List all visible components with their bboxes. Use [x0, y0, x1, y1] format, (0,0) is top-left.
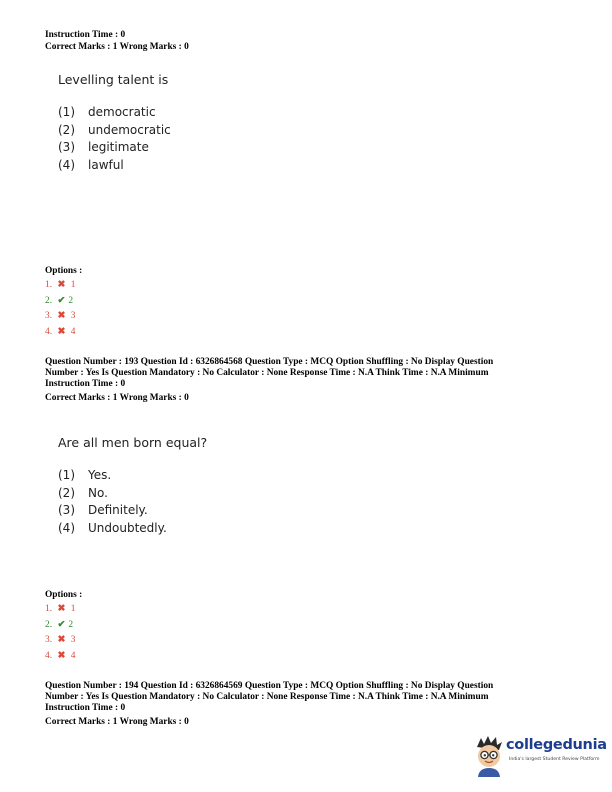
check-icon: ✔ — [57, 619, 66, 630]
cross-icon: ✖ — [57, 280, 66, 290]
instruction-time: Instruction Time : 0 — [45, 703, 126, 713]
option-correct: 2. ✔ 2 — [45, 294, 75, 310]
option-wrong: 3. ✖ 3 — [45, 309, 75, 325]
choice-item: (4) lawful — [58, 157, 124, 172]
question-meta: Number : Yes Is Question Mandatory : No Calculator : None Response Time : N.A Think Time : N.A Minimum — [45, 692, 489, 702]
choice-item: (3) Definitely. — [58, 503, 148, 517]
choice-item: (1) democratic — [58, 105, 156, 119]
option-wrong: 1. ✖ 1 — [45, 278, 75, 294]
option-wrong: 4. ✖ 4 — [45, 649, 75, 665]
logo-tagline: India's largest Student Review Platform — [509, 757, 600, 762]
choice-item: (2) undemocratic — [58, 122, 171, 137]
check-icon: ✔ — [57, 295, 66, 306]
options-label: Options : — [45, 266, 83, 276]
collegedunia-logo — [472, 733, 607, 777]
choice-item: (1) Yes. — [58, 468, 112, 482]
cross-icon: ✖ — [57, 650, 66, 661]
option-wrong: 4. ✖ 4 — [45, 325, 75, 341]
cross-icon: ✖ — [57, 635, 66, 646]
choice-item: (3) legitimate — [58, 140, 149, 154]
marks-info: Correct Marks : 1 Wrong Marks : 0 — [45, 717, 189, 727]
question-text: Are all men born equal? — [58, 435, 208, 450]
choice-item: (4) Undoubtedly. — [58, 520, 167, 535]
question-text: Levelling talent is — [58, 72, 169, 87]
cross-icon: ✖ — [57, 604, 66, 614]
logo-name: collegedunia — [506, 737, 607, 753]
options-list — [45, 278, 75, 340]
question-meta: Question Number : 193 Question Id : 6326864568 Question Type : MCQ Option Shuffling : No Display Question — [45, 357, 494, 367]
question-body — [58, 435, 207, 537]
marks-info: Correct Marks : 1 Wrong Marks : 0 — [45, 393, 189, 403]
marks-info: Correct Marks : 1 Wrong Marks : 0 — [45, 42, 189, 52]
options-list — [45, 602, 75, 664]
option-correct: 2. ✔ 2 — [45, 618, 75, 634]
instruction-time: Instruction Time : 0 — [45, 379, 126, 389]
option-wrong: 1. ✖ 1 — [45, 602, 75, 618]
question-meta: Number : Yes Is Question Mandatory : No Calculator : None Response Time : N.A Think Time : N.A Minimum — [45, 368, 489, 378]
question-body — [58, 72, 171, 174]
choice-item: (2) No. — [58, 485, 108, 500]
instruction-time: Instruction Time : 0 — [45, 30, 126, 40]
cross-icon: ✖ — [57, 326, 66, 337]
options-label: Options : — [45, 590, 83, 600]
question-meta: Question Number : 194 Question Id : 6326864569 Question Type : MCQ Option Shuffling : No Display Question — [45, 681, 494, 691]
mascot-icon — [472, 733, 506, 777]
cross-icon: ✖ — [57, 311, 66, 322]
option-wrong: 3. ✖ 3 — [45, 633, 75, 649]
